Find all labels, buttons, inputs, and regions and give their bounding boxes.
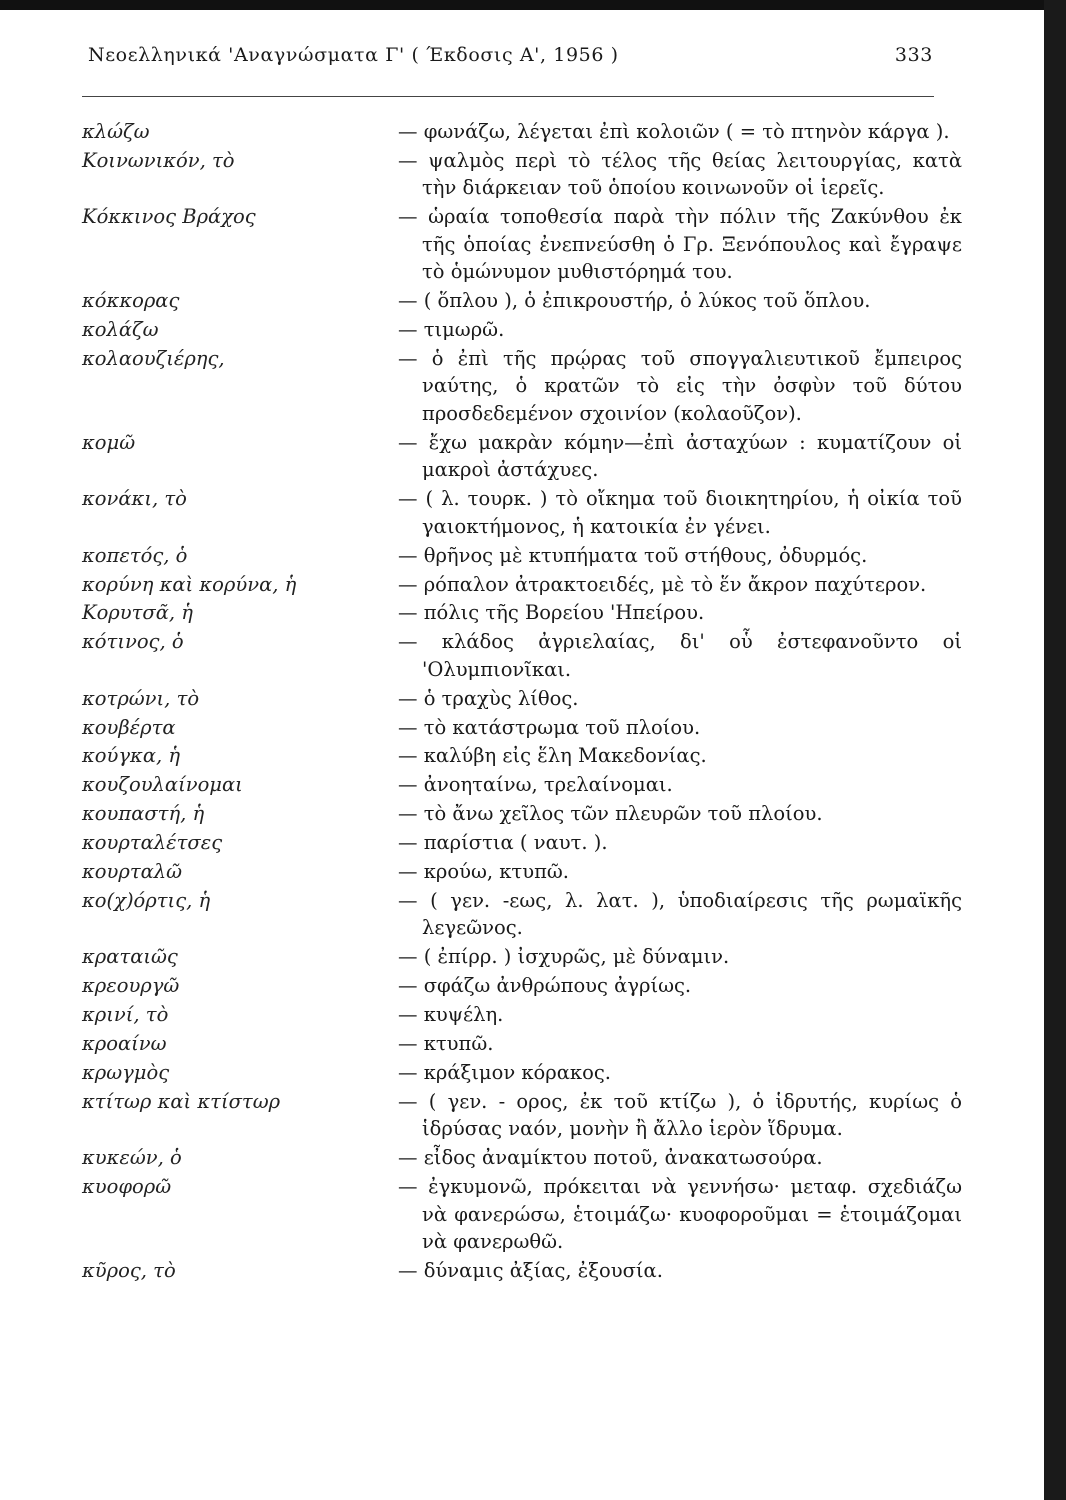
- glossary-entry: [82, 829, 942, 857]
- entry-term: κῦρος, τὸ: [82, 1258, 176, 1282]
- entry-definition: — παρίστια ( ναυτ. ).: [398, 831, 608, 855]
- entry-term: Κόκκινος Βράχος: [82, 205, 256, 229]
- entry-term: κονάκι, τὸ: [82, 487, 187, 511]
- glossary-entry: [82, 542, 942, 570]
- scan-right-edge: [1044, 0, 1066, 1500]
- entry-term: κρωγμὸς: [82, 1060, 170, 1084]
- glossary-entry: [82, 571, 942, 599]
- page-header: [88, 44, 933, 74]
- glossary-entry: [82, 1030, 942, 1058]
- entry-term: κρεουργῶ: [82, 974, 180, 998]
- glossary-entry: [82, 685, 942, 713]
- entry-term: κόκκορας: [82, 289, 180, 313]
- page-number: 333: [894, 44, 933, 66]
- entry-definition: — ( ὅπλου ), ὁ ἐπικρουστήρ, ὁ λύκος τοῦ ὅπλου.: [398, 289, 871, 313]
- entry-definition: — τὸ ἄνω χεῖλος τῶν πλευρῶν τοῦ πλοίου.: [398, 802, 823, 826]
- glossary-entry: [82, 1144, 942, 1172]
- glossary-entry: [82, 887, 962, 942]
- entry-term: κούγκα, ἡ: [82, 744, 181, 768]
- entry-definition: — φωνάζω, λέγεται ἐπὶ κολοιῶν ( = τὸ πτηνὸν κάργα ).: [398, 120, 950, 143]
- entry-term: κουζουλαίνομαι: [82, 773, 243, 797]
- entry-term: κροαίνω: [82, 1031, 167, 1055]
- entry-definition: — ὡραία τοποθεσία παρὰ τὴν πόλιν τῆς Ζακύνθου ἐκ τῆς ὁποίας ἐνεπνεύσθη ὁ Γρ. Ξενόπουλος καὶ ἔγραψε τὸ ὁμώνυμον μυθιστόρημά του.: [398, 205, 962, 284]
- glossary-entry: [82, 118, 950, 146]
- entry-term: κραταιῶς: [82, 945, 178, 969]
- entry-term: κολάζω: [82, 318, 159, 342]
- entry-definition: — εἶδος ἀναμίκτου ποτοῦ, ἀνακατωσούρα.: [398, 1146, 823, 1170]
- glossary-entry: [82, 316, 942, 344]
- entry-definition: — ( ἐπίρρ. ) ἰσχυρῶς, μὲ δύναμιν.: [398, 945, 730, 969]
- entry-definition: — δύναμις ἀξίας, ἐξουσία.: [398, 1258, 663, 1282]
- glossary-entry: [82, 1257, 942, 1285]
- entry-term: κότινος, ὁ: [82, 630, 184, 654]
- glossary-entry: [82, 628, 962, 683]
- entry-definition: — ἐγκυμονῶ, πρόκειται νὰ γεννήσω· μεταφ. σχεδιάζω νὰ φανερώσω, ἑτοιμάζω· κυοφοροῦμαι = ἑτοιμάζομαι νὰ φανερωθῶ.: [398, 1175, 962, 1254]
- entry-definition: — κρούω, κτυπῶ.: [398, 860, 569, 884]
- entry-definition: — ὁ ἐπὶ τῆς πρῴρας τοῦ σπογγαλιευτικοῦ ἔμπειρος ναύτης, ὁ κρατῶν τὸ εἰς τὴν ὀσφὺν τοῦ δύτου προσδεδεμένον σχοινίον (κολαοῦζον).: [398, 346, 962, 425]
- entry-definition: — ( γεν. - ορος, ἐκ τοῦ κτίζω ), ὁ ἱδρυτής, κυρίως ὁ ἱδρύσας ναόν, μονὴν ἢ ἄλλο ἱερὸν ἵδρυμα.: [398, 1089, 962, 1141]
- glossary-entry: [82, 800, 942, 828]
- entry-term: κορύνη καὶ κορύνα, ἡ: [82, 572, 297, 596]
- glossary-entry: [82, 714, 942, 742]
- entry-definition: — σφάζω ἀνθρώπους ἀγρίως.: [398, 974, 692, 998]
- entry-definition: — ρόπαλον ἀτρακτοειδές, μὲ τὸ ἕν ἄκρον παχύτερον.: [398, 572, 927, 596]
- entry-definition: — κράξιμον κόρακος.: [398, 1060, 611, 1084]
- entry-term: κουρταλέτσες: [82, 831, 223, 855]
- entry-term: κυοφορῶ: [82, 1175, 172, 1199]
- entry-term: κουρταλῶ: [82, 860, 183, 884]
- entry-term: κουπαστή, ἡ: [82, 802, 205, 826]
- glossary-entry: [82, 287, 942, 315]
- entry-definition: — ψαλμὸς περὶ τὸ τέλος τῆς θείας λειτουργίας, κατὰ τὴν διάρκειαν τοῦ ὁποίου κοινωνοῦν οἱ ἱερεῖς.: [398, 148, 962, 200]
- entry-term: κλώζω: [82, 120, 150, 143]
- entry-definition: — πόλις τῆς Βορείου 'Ηπείρου.: [398, 601, 705, 625]
- entry-term: κοτρώνι, τὸ: [82, 686, 200, 710]
- entry-definition: — τὸ κατάστρωμα τοῦ πλοίου.: [398, 715, 701, 739]
- entry-term: Κορυτσᾶ, ἡ: [82, 601, 193, 625]
- glossary-entry: [82, 972, 942, 1000]
- glossary-entry: [82, 771, 942, 799]
- entry-term: κρινί, τὸ: [82, 1003, 169, 1027]
- header-rule: [82, 96, 934, 97]
- entry-definition: — τιμωρῶ.: [398, 318, 505, 342]
- glossary-entry: [82, 858, 942, 886]
- entry-definition: — καλύβη εἰς ἕλη Μακεδονίας.: [398, 744, 707, 768]
- entry-term: κυκεών, ὁ: [82, 1146, 182, 1170]
- glossary-entry: [82, 203, 962, 286]
- glossary-entry: [82, 485, 962, 540]
- glossary-entry: [82, 1001, 942, 1029]
- glossary-entry: [82, 1088, 962, 1143]
- entry-term: κομῶ: [82, 430, 136, 454]
- glossary-entry: [82, 599, 942, 627]
- glossary-entry: [82, 345, 962, 428]
- entry-term: κουβέρτα: [82, 715, 176, 739]
- running-title: Νεοελληνικά 'Αναγνώσματα Γ' ( Έκδοσις Α', 1956 ): [88, 44, 619, 66]
- entry-definition: — ἔχω μακρὰν κόμην—ἐπὶ ἀσταχύων : κυματίζουν οἱ μακροὶ ἀστάχυες.: [398, 430, 962, 482]
- entry-term: κολαουζιέρης,: [82, 346, 225, 370]
- entry-definition: — ( γεν. -εως, λ. λατ. ), ὑποδιαίρεσις τῆς ρωμαϊκῆς λεγεῶνος.: [398, 888, 962, 940]
- scan-top-edge: [0, 0, 1066, 10]
- entry-term: κοπετός, ὁ: [82, 543, 188, 567]
- entry-definition: — κλάδος ἀγριελαίας, δι' οὗ ἐστεφανοῦντο οἱ 'Ολυμπιονῖκαι.: [398, 630, 962, 681]
- entry-term: Κοινωνικόν, τὸ: [82, 148, 235, 172]
- entry-definition: — ὁ τραχὺς λίθος.: [398, 686, 579, 710]
- glossary-entry: [82, 742, 942, 770]
- entry-definition: — θρῆνος μὲ κτυπήματα τοῦ στήθους, ὀδυρμός.: [398, 543, 868, 567]
- entry-definition: — ( λ. τουρκ. ) τὸ οἴκημα τοῦ διοικητηρίου, ἡ οἰκία τοῦ γαιοκτήμονος, ἡ κατοικία ἐν γένει.: [398, 487, 962, 538]
- glossary-entry: [82, 943, 942, 971]
- glossary-entry: [82, 429, 962, 484]
- entry-definition: — ἀνοηταίνω, τρελαίνομαι.: [398, 773, 673, 797]
- entry-definition: — κυψέλη.: [398, 1003, 504, 1027]
- entry-term: κο(χ)όρτις, ἡ: [82, 888, 211, 912]
- entry-definition: — κτυπῶ.: [398, 1031, 494, 1055]
- glossary-entry: [82, 1173, 962, 1256]
- glossary-entry: [82, 147, 962, 202]
- glossary-list: [82, 118, 962, 1286]
- entry-term: κτίτωρ καὶ κτίστωρ: [82, 1089, 281, 1113]
- glossary-entry: [82, 1059, 942, 1087]
